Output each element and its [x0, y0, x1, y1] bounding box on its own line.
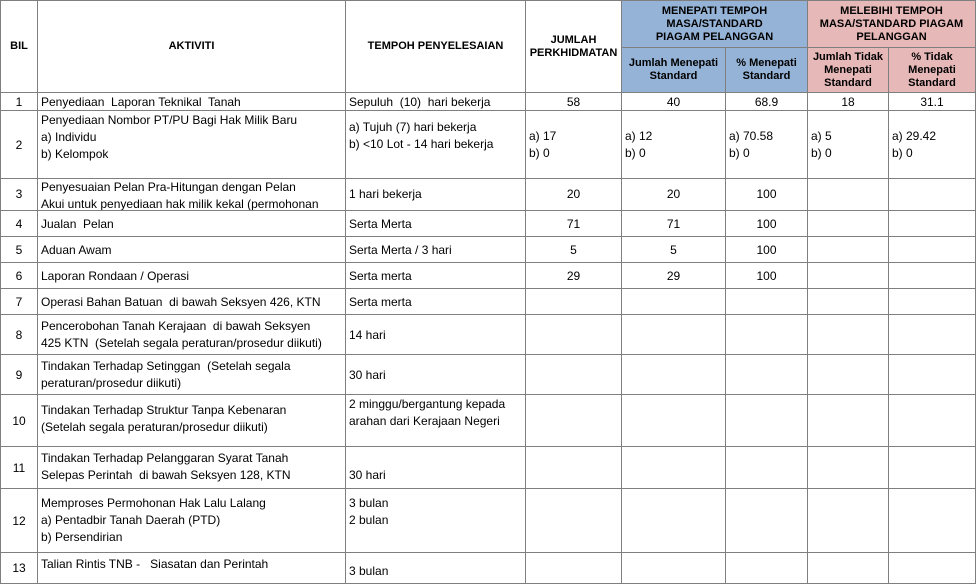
cell-aktiviti-text: Pencerobohan Tanah Kerajaan di bawah Seksyen [41, 319, 311, 333]
cell-pct-menepati[interactable] [726, 395, 808, 447]
cell-tempoh[interactable] [346, 355, 526, 395]
cell-pct-menepati[interactable] [726, 447, 808, 489]
cell-jumlah-tidak[interactable] [808, 93, 889, 111]
cell-aktiviti-text: Penyediaan Nombor PT/PU Bagi Hak Milik Baru [41, 113, 298, 127]
header-menepati-line: MENEPATI TEMPOH [661, 4, 768, 17]
header-pct-menepati-line: Standard [742, 70, 791, 82]
cell-aktiviti[interactable] [38, 237, 346, 263]
cell-aktiviti-text: Operasi Bahan Batuan di bawah Seksyen 426, KTN [41, 295, 321, 309]
cell-tempoh[interactable] [346, 111, 526, 179]
cell-bil[interactable] [0, 553, 38, 584]
header-melebihi-group[interactable] [808, 0, 976, 48]
header-tempoh[interactable] [346, 0, 526, 93]
cell-jumlah-tidak[interactable] [808, 447, 889, 489]
cell-tempoh-text: Serta merta [349, 295, 412, 309]
cell-jumlah-tidak[interactable] [808, 237, 889, 263]
cell-tempoh-text: 2 minggu/bergantung kepada [349, 397, 506, 411]
cell-jumlah-perkhidmatan-text: b) 0 [529, 146, 550, 160]
cell-aktiviti[interactable] [38, 179, 346, 211]
cell-jumlah-menepati[interactable] [622, 111, 726, 179]
cell-aktiviti-text: 425 KTN (Setelah segala peraturan/prosedur diikuti) [41, 336, 322, 350]
cell-aktiviti[interactable] [38, 553, 346, 584]
cell-bil-text: 3 [15, 187, 23, 201]
cell-aktiviti-text: Penyediaan Laporan Teknikal Tanah [41, 95, 241, 109]
header-bil[interactable] [0, 0, 38, 93]
cell-pct-tidak[interactable] [889, 355, 976, 395]
cell-jumlah-menepati-text: 71 [666, 217, 681, 231]
cell-aktiviti[interactable] [38, 489, 346, 553]
header-menepati-group[interactable] [622, 0, 808, 48]
cell-pct-menepati[interactable] [726, 553, 808, 584]
header-aktiviti[interactable] [38, 0, 346, 93]
cell-pct-menepati[interactable] [726, 289, 808, 315]
cell-jumlah-menepati-text: 29 [666, 269, 681, 283]
cell-jumlah-perkhidmatan[interactable] [526, 263, 622, 289]
cell-pct-menepati[interactable] [726, 237, 808, 263]
cell-jumlah-perkhidmatan-text: 29 [566, 269, 581, 283]
cell-jumlah-menepati[interactable] [622, 553, 726, 584]
cell-bil-text: 1 [15, 95, 23, 109]
header-melebihi-line: PELANGGAN [856, 30, 927, 43]
header-pct-menepati[interactable] [726, 48, 808, 93]
cell-pct-tidak[interactable] [889, 553, 976, 584]
cell-jumlah-tidak[interactable] [808, 553, 889, 584]
cell-jumlah-tidak-text: 18 [841, 95, 855, 109]
cell-pct-menepati-text: a) 70.58 [729, 129, 774, 143]
header-menepati-line: PIAGAM PELANGGAN [655, 30, 774, 43]
cell-jumlah-menepati-text: a) 12 [625, 129, 653, 143]
cell-pct-tidak[interactable] [889, 211, 976, 237]
cell-pct-menepati[interactable] [726, 263, 808, 289]
cell-jumlah-menepati[interactable] [622, 395, 726, 447]
cell-bil[interactable] [0, 263, 38, 289]
header-jumlah-line: JUMLAH [550, 33, 597, 46]
header-jumlah-menepati-line: Jumlah Menepati [628, 57, 719, 69]
cell-aktiviti[interactable] [38, 395, 346, 447]
cell-pct-tidak[interactable] [889, 315, 976, 355]
cell-tempoh-text: 2 bulan [349, 513, 389, 527]
cell-aktiviti-text: a) Individu [41, 130, 97, 144]
cell-jumlah-perkhidmatan-text: a) 17 [529, 129, 557, 143]
cell-pct-tidak[interactable] [889, 179, 976, 211]
header-jumlah-menepati-line: Standard [649, 70, 698, 82]
cell-aktiviti-text: Laporan Rondaan / Operasi [41, 269, 190, 283]
header-jumlah-menepati[interactable] [622, 48, 726, 93]
cell-bil-text: 10 [12, 414, 26, 428]
cell-bil-text: 4 [15, 217, 23, 231]
cell-bil[interactable] [0, 211, 38, 237]
cell-pct-menepati-text: 100 [756, 269, 777, 283]
cell-tempoh-text: arahan dari Kerajaan Negeri [349, 414, 500, 428]
cell-bil[interactable] [0, 315, 38, 355]
cell-aktiviti[interactable] [38, 447, 346, 489]
cell-pct-menepati-text: 100 [756, 187, 777, 201]
cell-tempoh-text: 3 bulan [349, 564, 389, 578]
cell-jumlah-perkhidmatan-text: 5 [570, 243, 577, 257]
cell-jumlah-tidak-text: b) 0 [811, 146, 832, 160]
cell-tempoh-text: Serta merta [349, 269, 412, 283]
cell-tempoh[interactable] [346, 315, 526, 355]
cell-pct-menepati[interactable] [726, 211, 808, 237]
cell-bil[interactable] [0, 289, 38, 315]
cell-jumlah-menepati[interactable] [622, 289, 726, 315]
header-menepati-line: MASA/STANDARD [666, 17, 763, 30]
cell-jumlah-tidak-text: a) 5 [811, 129, 832, 143]
cell-jumlah-menepati[interactable] [622, 237, 726, 263]
cell-jumlah-tidak[interactable] [808, 355, 889, 395]
header-bil-text: BIL [10, 40, 28, 52]
cell-jumlah-menepati[interactable] [622, 447, 726, 489]
cell-tempoh[interactable] [346, 489, 526, 553]
cell-pct-tidak-text: a) 29.42 [892, 129, 937, 143]
cell-jumlah-perkhidmatan[interactable] [526, 315, 622, 355]
cell-jumlah-perkhidmatan[interactable] [526, 111, 622, 179]
cell-jumlah-menepati-text: b) 0 [625, 146, 646, 160]
cell-jumlah-menepati-text: 5 [670, 243, 677, 257]
cell-aktiviti-text: Aduan Awam [41, 243, 112, 257]
cell-jumlah-tidak[interactable] [808, 315, 889, 355]
cell-jumlah-perkhidmatan[interactable] [526, 211, 622, 237]
cell-aktiviti-text: Tindakan Terhadap Setinggan (Setelah segala [41, 359, 291, 373]
cell-tempoh-text: b) <10 Lot - 14 hari bekerja [349, 137, 494, 151]
cell-jumlah-tidak[interactable] [808, 289, 889, 315]
cell-bil[interactable] [0, 395, 38, 447]
cell-tempoh-text: 14 hari [349, 328, 386, 342]
cell-jumlah-perkhidmatan[interactable] [526, 395, 622, 447]
cell-jumlah-menepati[interactable] [622, 263, 726, 289]
cell-pct-menepati[interactable] [726, 111, 808, 179]
cell-aktiviti[interactable] [38, 355, 346, 395]
cell-aktiviti-text: Tindakan Terhadap Pelanggaran Syarat Tanah [41, 451, 289, 465]
cell-pct-tidak-text: 31.1 [920, 95, 944, 109]
cell-aktiviti-text: b) Kelompok [41, 147, 109, 161]
cell-jumlah-menepati[interactable] [622, 315, 726, 355]
cell-jumlah-perkhidmatan[interactable] [526, 289, 622, 315]
cell-pct-tidak[interactable] [889, 289, 976, 315]
cell-jumlah-perkhidmatan[interactable] [526, 93, 622, 111]
cell-bil[interactable] [0, 93, 38, 111]
cell-jumlah-tidak[interactable] [808, 179, 889, 211]
cell-bil[interactable] [0, 447, 38, 489]
cell-tempoh[interactable] [346, 93, 526, 111]
cell-tempoh-text: Sepuluh (10) hari bekerja [349, 95, 491, 109]
cell-pct-tidak[interactable] [889, 263, 976, 289]
cell-jumlah-perkhidmatan[interactable] [526, 237, 622, 263]
header-jumlah-line: PERKHIDMATAN [529, 46, 618, 59]
cell-pct-tidak[interactable] [889, 237, 976, 263]
cell-pct-tidak[interactable] [889, 111, 976, 179]
cell-bil-text: 11 [12, 461, 26, 475]
cell-pct-tidak-text: b) 0 [892, 146, 913, 160]
cell-jumlah-perkhidmatan-text: 20 [566, 187, 581, 201]
cell-jumlah-menepati[interactable] [622, 93, 726, 111]
cell-tempoh[interactable] [346, 289, 526, 315]
cell-pct-tidak[interactable] [889, 395, 976, 447]
header-aktiviti-text: AKTIVITI [168, 40, 215, 52]
cell-jumlah-perkhidmatan-text: 58 [566, 95, 581, 109]
cell-bil-text: 8 [15, 328, 23, 342]
cell-pct-tidak[interactable] [889, 489, 976, 553]
cell-aktiviti[interactable] [38, 93, 346, 111]
header-pct-tidak-line: % Tidak [911, 50, 953, 63]
cell-pct-menepati[interactable] [726, 355, 808, 395]
cell-tempoh[interactable] [346, 211, 526, 237]
cell-aktiviti[interactable] [38, 211, 346, 237]
header-jumlah-tidak-line: Standard [824, 76, 872, 89]
cell-tempoh[interactable] [346, 447, 526, 489]
cell-bil-text: 12 [12, 514, 26, 528]
cell-jumlah-menepati[interactable] [622, 179, 726, 211]
cell-bil-text: 2 [15, 138, 23, 152]
cell-jumlah-perkhidmatan-text: 71 [566, 217, 581, 231]
header-jumlah-tidak-line: Menepati [824, 63, 872, 76]
cell-bil[interactable] [0, 355, 38, 395]
cell-jumlah-perkhidmatan[interactable] [526, 553, 622, 584]
cell-jumlah-menepati-text: 40 [666, 95, 681, 109]
cell-tempoh-text: a) Tujuh (7) hari bekerja [349, 120, 477, 134]
cell-tempoh-text: 30 hari [349, 368, 386, 382]
cell-aktiviti-text: Memproses Permohonan Hak Lalu Lalang [41, 496, 266, 510]
cell-tempoh[interactable] [346, 263, 526, 289]
cell-bil[interactable] [0, 489, 38, 553]
cell-jumlah-tidak[interactable] [808, 395, 889, 447]
cell-aktiviti-text: Talian Rintis TNB - Siasatan dan Perintah [41, 557, 269, 571]
cell-jumlah-tidak[interactable] [808, 111, 889, 179]
cell-tempoh[interactable] [346, 179, 526, 211]
cell-bil[interactable] [0, 179, 38, 211]
cell-tempoh-text: 30 hari [349, 468, 386, 482]
cell-jumlah-tidak[interactable] [808, 489, 889, 553]
cell-pct-menepati[interactable] [726, 489, 808, 553]
header-jumlah-tidak[interactable] [808, 48, 889, 93]
cell-tempoh-text: Serta Merta / 3 hari [349, 243, 452, 257]
cell-pct-menepati[interactable] [726, 315, 808, 355]
header-melebihi-line: MASA/STANDARD PIAGAM [819, 17, 964, 30]
cell-aktiviti-text: b) Persendirian [41, 530, 123, 544]
cell-bil-text: 13 [12, 561, 26, 575]
cell-aktiviti-text: Selepas Perintah di bawah Seksyen 128, KTN [41, 468, 291, 482]
cell-aktiviti[interactable] [38, 111, 346, 179]
header-pct-tidak-line: Menepati [908, 63, 956, 76]
cell-aktiviti-text: Akui untuk penyediaan hak milik kekal (permohonan [41, 197, 319, 211]
cell-jumlah-menepati[interactable] [622, 489, 726, 553]
cell-tempoh-text: 3 bulan [349, 496, 389, 510]
header-jumlah-tidak-line: Jumlah Tidak [812, 50, 884, 63]
header-jumlah[interactable] [526, 0, 622, 93]
cell-bil-text: 6 [15, 269, 23, 283]
cell-pct-menepati-text: 68.9 [754, 95, 779, 109]
cell-jumlah-perkhidmatan[interactable] [526, 489, 622, 553]
cell-pct-tidak[interactable] [889, 93, 976, 111]
cell-jumlah-tidak[interactable] [808, 211, 889, 237]
cell-tempoh-text: Serta Merta [349, 217, 412, 231]
cell-jumlah-menepati[interactable] [622, 211, 726, 237]
cell-aktiviti[interactable] [38, 263, 346, 289]
header-tempoh-text: TEMPOH PENYELESAIAN [367, 40, 504, 52]
cell-bil[interactable] [0, 111, 38, 179]
cell-aktiviti[interactable] [38, 315, 346, 355]
cell-pct-menepati[interactable] [726, 93, 808, 111]
cell-aktiviti-text: Jualan Pelan [41, 217, 114, 231]
cell-aktiviti-text: Penyesuaian Pelan Pra-Hitungan dengan Pelan [41, 180, 296, 194]
cell-pct-menepati-text: b) 0 [729, 146, 750, 160]
cell-jumlah-tidak[interactable] [808, 263, 889, 289]
cell-bil-text: 5 [15, 243, 23, 257]
cell-aktiviti-text: Tindakan Terhadap Struktur Tanpa Kebenaran [41, 403, 287, 417]
header-melebihi-line: MELEBIHI TEMPOH [840, 4, 943, 17]
cell-pct-tidak[interactable] [889, 447, 976, 489]
cell-aktiviti-text: peraturan/prosedur diikuti) [41, 376, 182, 390]
cell-bil-text: 7 [15, 295, 23, 309]
cell-pct-menepati[interactable] [726, 179, 808, 211]
cell-jumlah-perkhidmatan[interactable] [526, 355, 622, 395]
cell-aktiviti-text: (Setelah segala peraturan/prosedur diikuti) [41, 420, 268, 434]
cell-pct-menepati-text: 100 [756, 243, 777, 257]
cell-jumlah-menepati[interactable] [622, 355, 726, 395]
cell-tempoh[interactable] [346, 395, 526, 447]
cell-tempoh[interactable] [346, 237, 526, 263]
header-pct-tidak-line: Standard [908, 76, 956, 89]
cell-bil[interactable] [0, 237, 38, 263]
header-pct-tidak[interactable] [889, 48, 976, 93]
cell-aktiviti[interactable] [38, 289, 346, 315]
cell-bil-text: 9 [15, 368, 23, 382]
cell-aktiviti-text: a) Pentadbir Tanah Daerah (PTD) [41, 513, 221, 527]
cell-tempoh-text: 1 hari bekerja [349, 187, 422, 201]
header-pct-menepati-line: % Menepati [736, 57, 797, 69]
cell-jumlah-perkhidmatan[interactable] [526, 447, 622, 489]
cell-jumlah-perkhidmatan[interactable] [526, 179, 622, 211]
cell-pct-menepati-text: 100 [756, 217, 777, 231]
cell-jumlah-menepati-text: 20 [666, 187, 681, 201]
cell-tempoh[interactable] [346, 553, 526, 584]
